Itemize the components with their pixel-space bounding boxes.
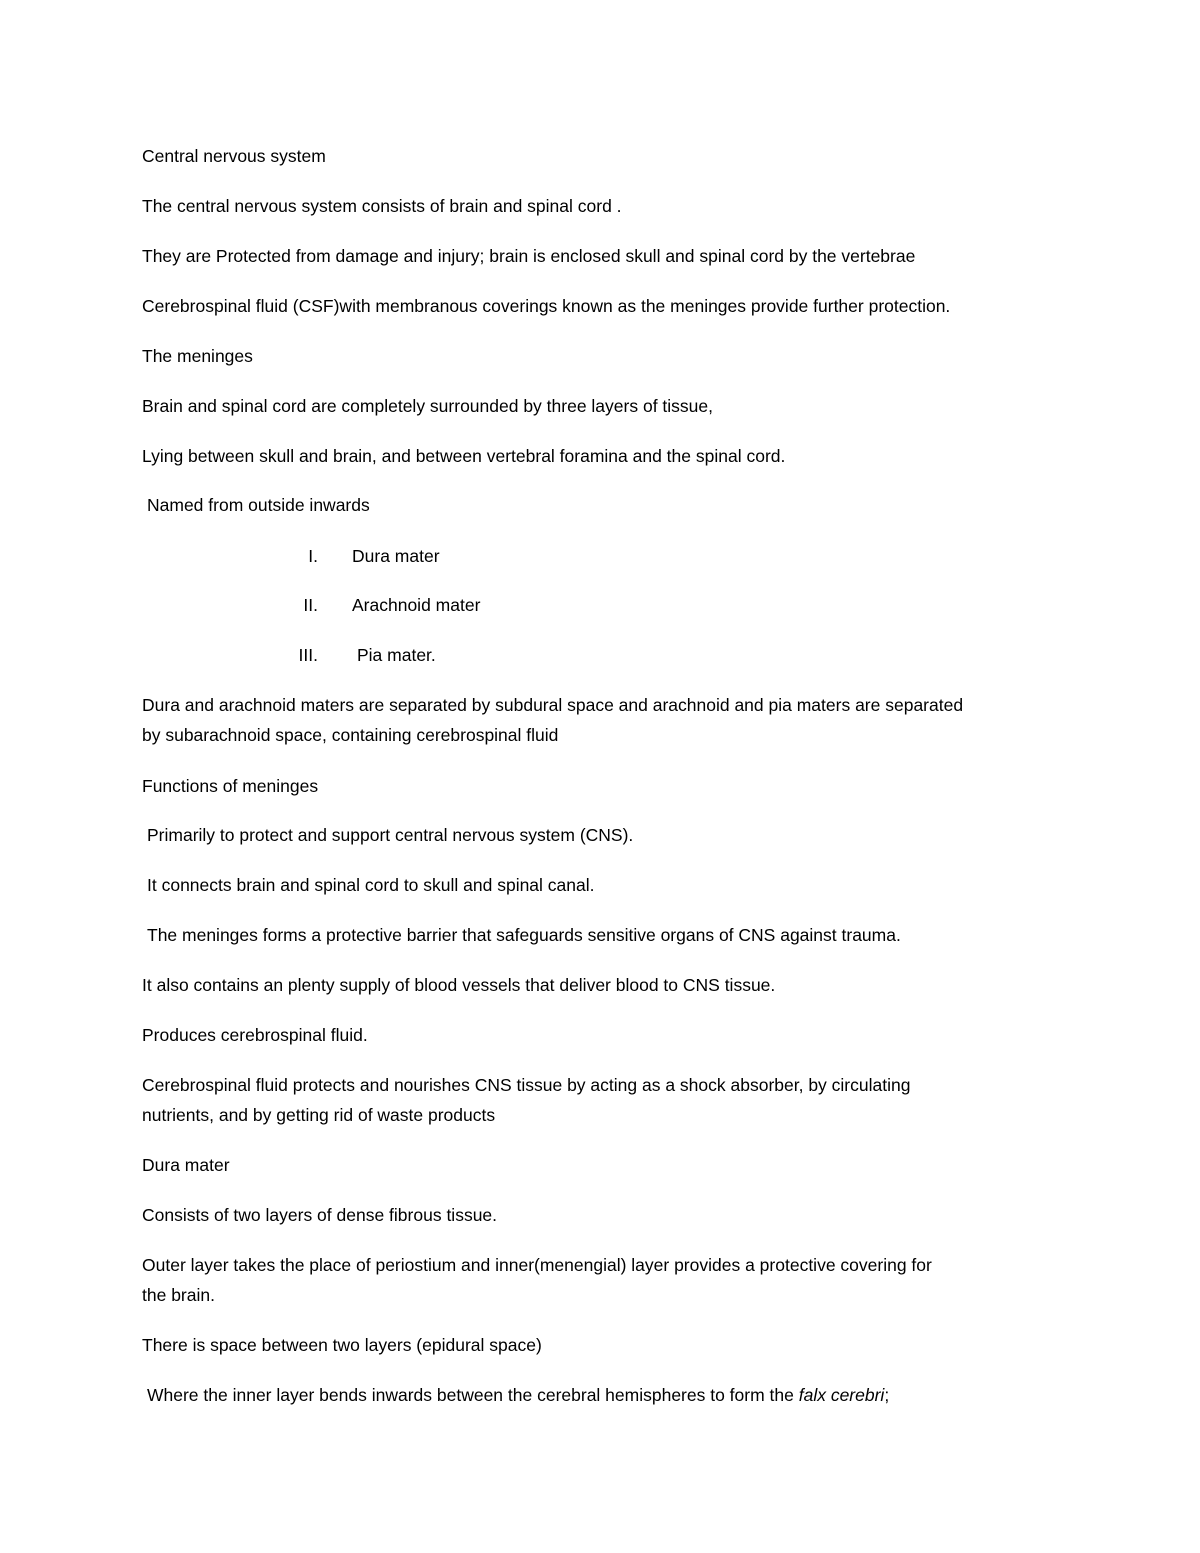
paragraph: Cerebrospinal fluid protects and nourishes CNS tissue by acting as a shock absorber, by circulating	[142, 1075, 911, 1095]
paragraph: Lying between skull and brain, and between vertebral foramina and the spinal cord.	[142, 446, 786, 466]
paragraph-text: Where the inner layer bends inwards between the cerebral hemispheres to form the	[147, 1385, 799, 1405]
paragraph: Dura and arachnoid maters are separated by subdural space and arachnoid and pia maters are separated	[142, 695, 964, 715]
paragraph: The meninges forms a protective barrier that safeguards sensitive organs of CNS against trauma.	[147, 925, 901, 945]
list-number: III.	[298, 645, 318, 665]
paragraph: Consists of two layers of dense fibrous tissue.	[142, 1205, 498, 1225]
paragraph: It connects brain and spinal cord to skull and spinal canal.	[147, 875, 595, 895]
paragraph: There is space between two layers (epidural space)	[142, 1335, 542, 1355]
heading-cns: Central nervous system	[142, 146, 326, 166]
paragraph: by subarachnoid space, containing cerebrospinal fluid	[142, 725, 559, 745]
paragraph: They are Protected from damage and injury; brain is enclosed skull and spinal cord by the vertebrae	[142, 246, 916, 266]
paragraph: Produces cerebrospinal fluid.	[142, 1025, 368, 1045]
paragraph: Brain and spinal cord are completely surrounded by three layers of tissue,	[142, 396, 713, 416]
paragraph-punctuation: ;	[884, 1385, 890, 1405]
list-item-text: Arachnoid mater	[352, 595, 481, 615]
list-number: I.	[308, 546, 318, 566]
paragraph: Cerebrospinal fluid (CSF)with membranous coverings known as the meninges provide further protection.	[142, 296, 951, 316]
heading-functions: Functions of meninges	[142, 776, 319, 796]
paragraph: The central nervous system consists of brain and spinal cord .	[142, 196, 622, 216]
list-item-text: Dura mater	[352, 546, 440, 566]
paragraph: Named from outside inwards	[147, 495, 370, 515]
paragraph: Primarily to protect and support central nervous system (CNS).	[147, 825, 634, 845]
italic-term: falx cerebri	[798, 1385, 885, 1405]
paragraph: Outer layer takes the place of periostium and inner(menengial) layer provides a protective covering for	[142, 1255, 932, 1275]
heading-meninges: The meninges	[142, 346, 253, 366]
list-item-text: Pia mater.	[357, 645, 436, 665]
list-number: II.	[303, 595, 318, 615]
paragraph: It also contains an plenty supply of blood vessels that deliver blood to CNS tissue.	[142, 975, 776, 995]
paragraph: the brain.	[142, 1285, 215, 1305]
heading-dura-mater: Dura mater	[142, 1155, 230, 1175]
paragraph	[147, 1380, 889, 1410]
paragraph: nutrients, and by getting rid of waste products	[142, 1105, 496, 1125]
